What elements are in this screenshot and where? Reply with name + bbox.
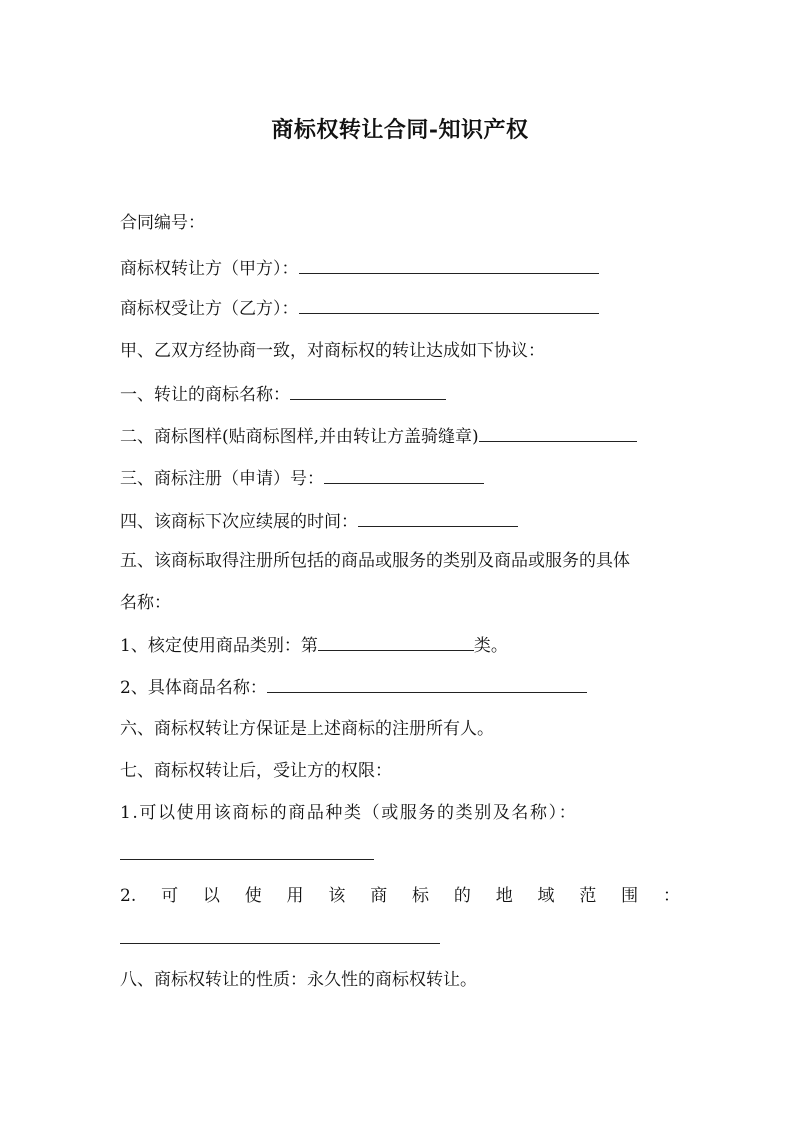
clause-1-label: 一、转让的商标名称：: [120, 385, 290, 405]
assignee-line: [120, 296, 680, 321]
subclause-1-line: [120, 633, 680, 658]
clause-7-text: 七、商标权转让后，受让方的权限：: [120, 761, 392, 781]
clause-2-label: 二、商标图样(贴商标图样,并由转让方盖骑缝章): [120, 427, 479, 447]
clause-7-sub-2-char: 用: [286, 886, 304, 906]
goods-name-field[interactable]: [267, 675, 587, 693]
registration-number-field[interactable]: [324, 466, 484, 484]
clause-7-sub-1-line: [120, 801, 680, 825]
clause-7-sub-2-char: 以: [202, 886, 220, 906]
clause-5-text-1: 五、该商标取得注册所包括的商品或服务的类别及商品或服务的具体: [120, 551, 630, 571]
assignee-field[interactable]: [299, 296, 599, 314]
clause-7-sub-2-char: 使: [244, 886, 262, 906]
territory-field[interactable]: [120, 942, 440, 944]
goods-type-field[interactable]: [120, 858, 374, 860]
clause-1-line: [120, 382, 680, 407]
clause-7-sub-2-line: [120, 884, 680, 908]
contract-number-line: [120, 211, 680, 235]
clause-7-sub-2-char: 该: [328, 886, 346, 906]
renewal-time-field[interactable]: [358, 509, 518, 527]
clause-7-sub-2-char: 标: [412, 886, 430, 906]
subclause-1-prefix: 1、核定使用商品类别：第: [120, 636, 318, 656]
clause-5-line-1: [120, 549, 680, 573]
clause-7-sub-2-char: 域: [537, 886, 555, 906]
clause-2-line: [120, 424, 680, 449]
clause-7-sub-2-char: 范: [579, 886, 597, 906]
clause-7-sub-2-char: 围: [621, 886, 639, 906]
clause-7-sub-1-text: 1.可以使用该商标的商品种类（或服务的类别及名称）：: [120, 803, 578, 823]
intro-text: 甲、乙双方经协商一致，对商标权的转让达成如下协议：: [120, 341, 545, 361]
clause-4-line: [120, 509, 680, 534]
clause-6-text: 六、商标权转让方保证是上述商标的注册所有人。: [120, 719, 494, 739]
clause-5-text-2: 名称：: [120, 593, 171, 613]
clause-7-sub-2-char: 2.: [120, 886, 137, 906]
assignor-line: [120, 256, 680, 281]
clause-4-label: 四、该商标下次应续展的时间：: [120, 512, 358, 532]
clause-6-line: [120, 717, 680, 741]
clause-8-text: 八、商标权转让的性质：永久性的商标权转让。: [120, 970, 477, 990]
subclause-2-line: [120, 675, 680, 700]
assignee-label: 商标权受让方（乙方）：: [120, 299, 299, 319]
intro-line: [120, 339, 680, 363]
assignor-label: 商标权转让方（甲方）：: [120, 259, 299, 279]
assignor-field[interactable]: [299, 256, 599, 274]
clause-7-sub-2-char: ：: [663, 886, 680, 906]
clause-7-sub-2-char: 地: [495, 886, 513, 906]
clause-3-line: [120, 466, 680, 491]
document-title: 商标权转让合同-知识产权: [271, 117, 529, 143]
subclause-2-label: 2、具体商品名称：: [120, 678, 267, 698]
clause-5-line-2: [120, 591, 680, 615]
clause-7-sub-2-char: 的: [453, 886, 471, 906]
clause-7-line: [120, 759, 680, 783]
clause-7-sub-2-char: 可: [161, 886, 179, 906]
contract-number-label: 合同编号：: [120, 213, 205, 233]
subclause-1-suffix: 类。: [473, 636, 508, 656]
trademark-name-field[interactable]: [290, 382, 446, 400]
clause-7-sub-2-char: 商: [370, 886, 388, 906]
goods-class-field[interactable]: [318, 633, 474, 651]
trademark-sample-field[interactable]: [479, 424, 637, 442]
clause-3-label: 三、商标注册（申请）号：: [120, 469, 324, 489]
clause-8-line: [120, 968, 680, 992]
